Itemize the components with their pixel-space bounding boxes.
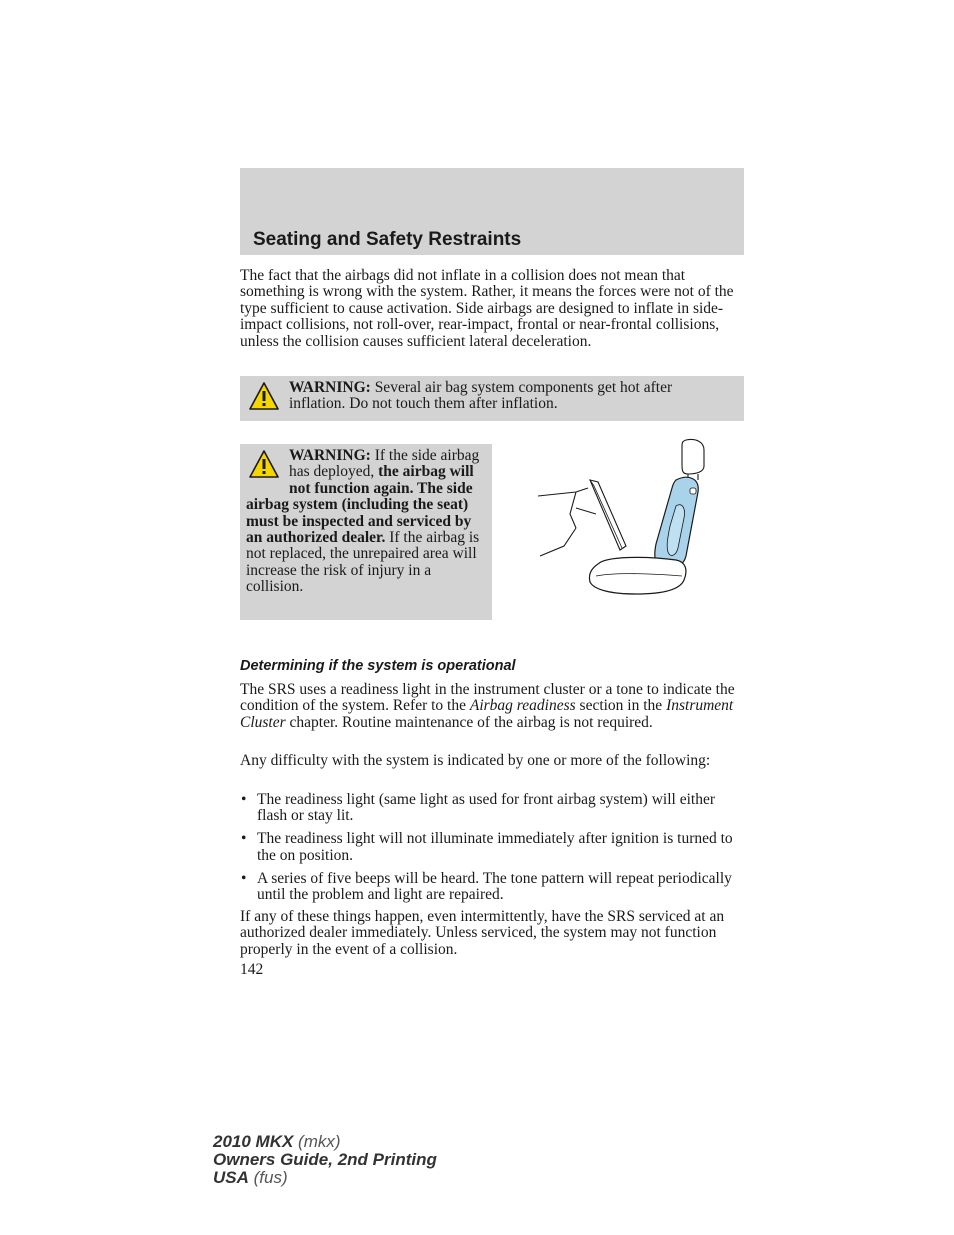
warning-label: WARNING:: [289, 379, 371, 396]
text-run: section in the: [575, 697, 667, 715]
footer-region-code: (fus): [248, 1168, 288, 1187]
bullet-symbol: •: [241, 869, 247, 887]
footer-model: 2010 MKX: [213, 1132, 294, 1151]
warning-body-2: If the airbag is not replaced, the unrepaired area will increase the risk of injury in a collision.: [246, 529, 480, 596]
page-number: 142: [240, 961, 264, 978]
difficulty-paragraph: Any difficulty with the system is indicated by one or more of the following:: [240, 752, 711, 769]
footer-line-model: [213, 1133, 437, 1151]
warning-box-hot-components: [240, 376, 744, 421]
list-item-text: The readiness light (same light as used for front airbag system) will either flash or stay lit.: [257, 791, 715, 825]
subsection-heading: Determining if the system is operational: [240, 658, 516, 674]
warning-body-1: If the side airbag has deployed,: [289, 447, 480, 481]
footer-guide: Owners Guide, 2nd Printing: [213, 1150, 437, 1169]
service-paragraph: If any of these things happen, even intermittently, have the SRS serviced at an authorized dealer immediately. Unless serviced, the system may not function properly in the event of a collision.: [240, 908, 725, 958]
footer-region: USA: [213, 1168, 249, 1187]
side-airbag-seat-illustration: [536, 436, 716, 598]
list-item-text: A series of five beeps will be heard. The tone pattern will repeat periodically until the problem and light are repaired.: [257, 869, 732, 904]
warning-text: [246, 448, 488, 596]
warning-text: [289, 380, 729, 413]
warning-box-deployed-airbag: [240, 444, 492, 620]
list-item: [240, 831, 744, 864]
xref-airbag-readiness: Airbag readiness: [469, 697, 576, 715]
list-item: [240, 792, 744, 825]
symptom-list: [240, 792, 744, 910]
footer-line-guide: [213, 1151, 437, 1169]
warning-body-bold: the airbag will not function again. The side airbag system (including the seat) must be inspected and serviced by an authorized dealer.: [246, 463, 474, 547]
list-item: [240, 871, 744, 904]
xref-instrument-cluster: Instrument Cluster: [240, 697, 734, 731]
text-run: The SRS uses a readiness light in the instrument cluster or a tone to indicate the condition of the system. Refer to the: [240, 681, 735, 715]
section-title: Seating and Safety Restraints: [253, 229, 522, 250]
bullet-symbol: •: [241, 791, 247, 808]
document-footer: [213, 1133, 437, 1187]
readiness-paragraph: [240, 682, 744, 731]
footer-model-code: (mkx): [293, 1132, 341, 1151]
footer-line-region: [213, 1169, 437, 1187]
intro-paragraph: The fact that the airbags did not inflate in a collision does not mean that something is wrong with the system. Rather, it means the forces were not of the type sufficient to cause activation. Side airbags are designed to inflate in side-impact collisions, not roll-over, rear-impact, frontal or near-frontal collisions, unless the collision causes sufficient lateral deceleration.: [240, 267, 734, 350]
warning-triangle-icon: [248, 381, 280, 411]
bullet-symbol: •: [241, 830, 247, 848]
list-item-text: The readiness light will not illuminate immediately after ignition is turned to the on position.: [257, 830, 733, 864]
warning-label: WARNING:: [289, 447, 371, 464]
warning-body: Several air bag system components get hot after inflation. Do not touch them after inflation.: [289, 379, 673, 413]
text-run: chapter. Routine maintenance of the airbag is not required.: [285, 713, 653, 731]
section-header-band: [240, 168, 744, 255]
